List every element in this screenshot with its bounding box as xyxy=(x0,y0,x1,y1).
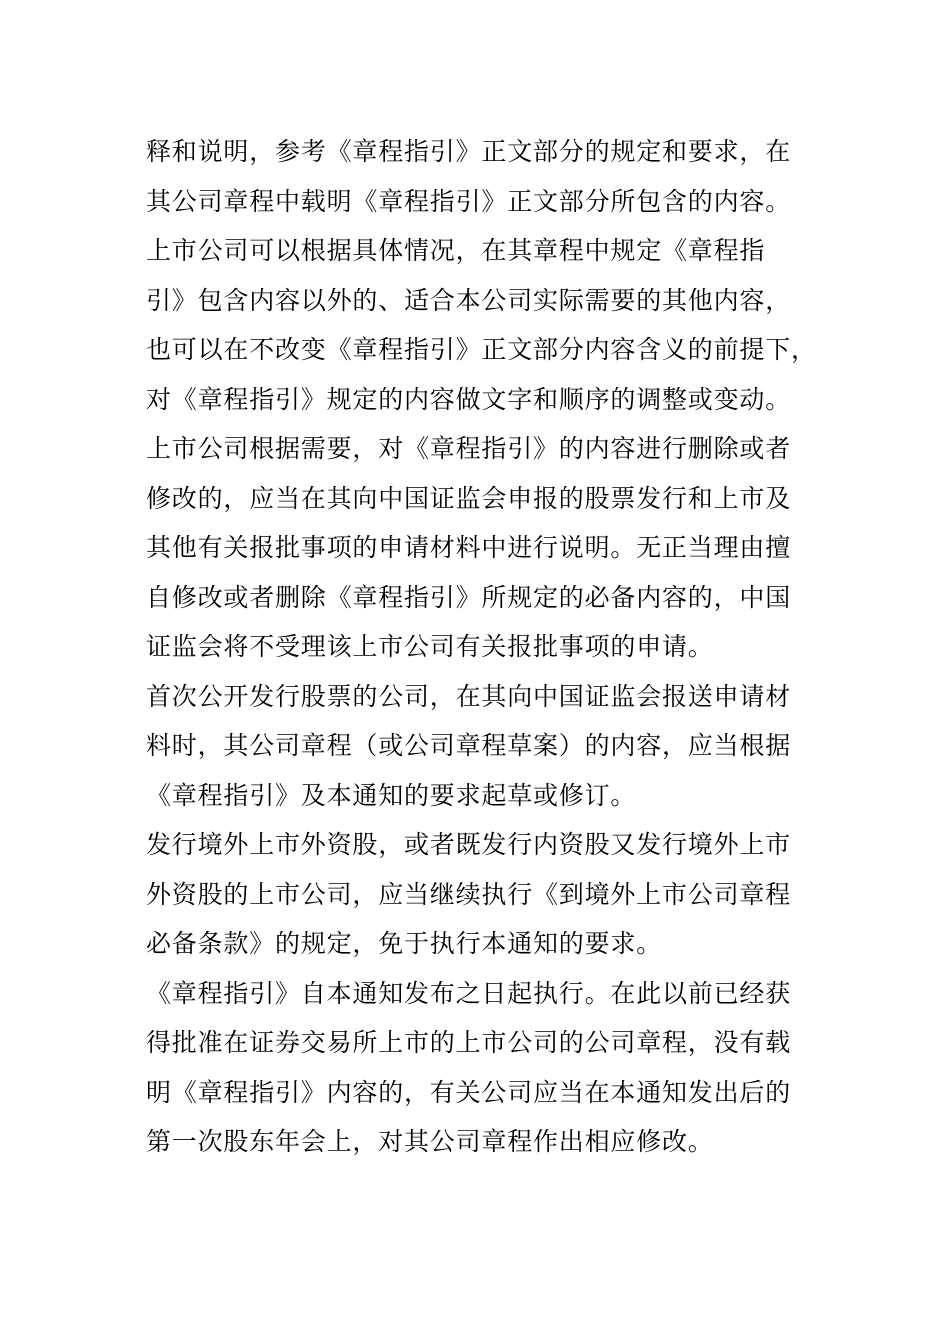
text-line: 必备条款》的规定，免于执行本通知的要求。 xyxy=(146,929,663,958)
text-line: 上市公司可以根据具体情况，在其章程中规定《章程指 xyxy=(146,236,766,265)
text-line: 首次公开发行股票的公司，在其向中国证监会报送申请材 xyxy=(146,681,792,711)
text-line: 《章程指引》自本通知发布之日起执行。在此以前已经获 xyxy=(146,978,792,1008)
text-line: 发行境外上市外资股，或者既发行内资股又发行境外上市 xyxy=(146,830,792,859)
text-line: 外资股的上市公司，应当继续执行《到境外上市公司章程 xyxy=(146,879,792,909)
text-line: 也可以在不改变《章程指引》正文部分内容含义的前提下， xyxy=(146,335,817,364)
text-line: 修改的，应当在其向中国证监会申报的股票发行和上市及 xyxy=(146,483,792,513)
text-line: 对《章程指引》规定的内容做文字和顺序的调整或变动。 xyxy=(146,384,792,414)
text-line: 明《章程指引》内容的，有关公司应当在本通知发出后的 xyxy=(146,1077,792,1107)
text-line: 其公司章程中载明《章程指引》正文部分所包含的内容。 xyxy=(146,186,792,216)
text-line: 证监会将不受理该上市公司有关报批事项的申请。 xyxy=(146,632,714,661)
text-line: 释和说明，参考《章程指引》正文部分的规定和要求，在 xyxy=(146,137,792,166)
text-line: 引》包含内容以外的、适合本公司实际需要的其他内容， xyxy=(146,285,792,315)
text-line: 《章程指引》及本通知的要求起草或修订。 xyxy=(146,780,637,810)
text-line: 其他有关报批事项的申请材料中进行说明。无正当理由擅 xyxy=(146,533,792,562)
text-line: 上市公司根据需要，对《章程指引》的内容进行删除或者 xyxy=(146,434,792,463)
text-line: 得批准在证券交易所上市的上市公司的公司章程，没有载 xyxy=(146,1028,792,1057)
text-line: 自修改或者删除《章程指引》所规定的必备内容的，中国 xyxy=(146,582,792,612)
text-line: 料时，其公司章程（或公司章程草案）的内容，应当根据 xyxy=(146,731,792,760)
body-text xyxy=(146,132,826,1172)
text-line: 第一次股东年会上，对其公司章程作出相应修改。 xyxy=(146,1127,714,1156)
